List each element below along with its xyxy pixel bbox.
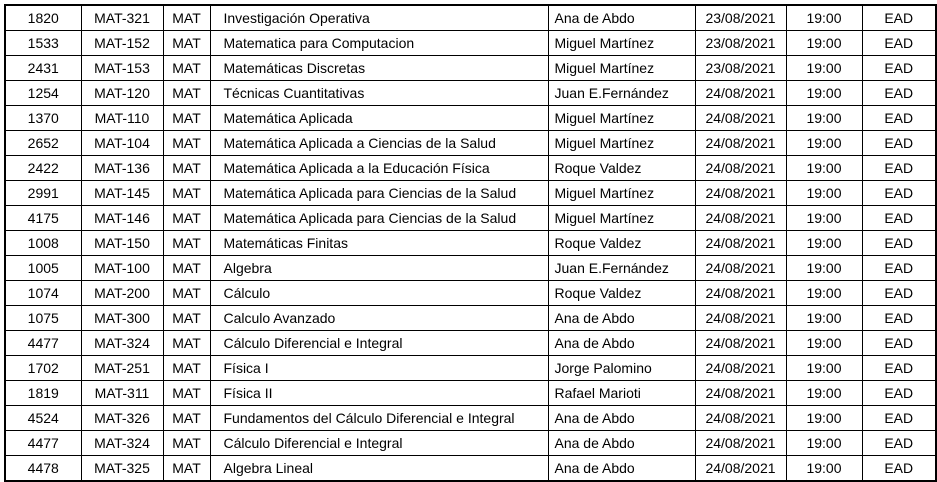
subject-name-cell: Física I: [210, 356, 548, 381]
professor-cell: Roque Valdez: [548, 231, 695, 256]
modality-cell: EAD: [862, 106, 936, 131]
table-row: [5, 256, 936, 281]
modality-cell: EAD: [862, 331, 936, 356]
department-cell: MAT: [163, 281, 210, 306]
course-code-cell: 4478: [5, 456, 81, 482]
subject-code-cell: MAT-153: [81, 56, 163, 81]
subject-name-cell: Calculo Avanzado: [210, 306, 548, 331]
modality-cell: EAD: [862, 231, 936, 256]
professor-cell: Ana de Abdo: [548, 5, 695, 31]
date-cell: 23/08/2021: [695, 5, 786, 31]
modality-cell: EAD: [862, 131, 936, 156]
subject-name-cell: Técnicas Cuantitativas: [210, 81, 548, 106]
subject-code-cell: MAT-311: [81, 381, 163, 406]
department-cell: MAT: [163, 31, 210, 56]
date-cell: 24/08/2021: [695, 331, 786, 356]
table-row: [5, 31, 936, 56]
date-cell: 24/08/2021: [695, 406, 786, 431]
subject-code-cell: MAT-200: [81, 281, 163, 306]
subject-code-cell: MAT-321: [81, 5, 163, 31]
department-cell: MAT: [163, 231, 210, 256]
department-cell: MAT: [163, 156, 210, 181]
course-code-cell: 1533: [5, 31, 81, 56]
subject-code-cell: MAT-300: [81, 306, 163, 331]
date-cell: 24/08/2021: [695, 231, 786, 256]
professor-cell: Juan E.Fernández: [548, 256, 695, 281]
professor-cell: Miguel Martínez: [548, 56, 695, 81]
table-row: [5, 431, 936, 456]
subject-code-cell: MAT-104: [81, 131, 163, 156]
date-cell: 24/08/2021: [695, 456, 786, 482]
professor-cell: Roque Valdez: [548, 156, 695, 181]
table-row: [5, 5, 936, 31]
time-cell: 19:00: [786, 231, 862, 256]
modality-cell: EAD: [862, 81, 936, 106]
department-cell: MAT: [163, 181, 210, 206]
course-code-cell: 2991: [5, 181, 81, 206]
professor-cell: Ana de Abdo: [548, 431, 695, 456]
subject-name-cell: Matemática Aplicada para Ciencias de la Salud: [210, 181, 548, 206]
course-code-cell: 4477: [5, 331, 81, 356]
course-code-cell: 2422: [5, 156, 81, 181]
schedule-table: [4, 4, 937, 482]
modality-cell: EAD: [862, 456, 936, 482]
date-cell: 24/08/2021: [695, 256, 786, 281]
subject-name-cell: Algebra: [210, 256, 548, 281]
professor-cell: Miguel Martínez: [548, 106, 695, 131]
subject-code-cell: MAT-324: [81, 331, 163, 356]
time-cell: 19:00: [786, 381, 862, 406]
table-row: [5, 56, 936, 81]
subject-code-cell: MAT-152: [81, 31, 163, 56]
course-code-cell: 1008: [5, 231, 81, 256]
subject-code-cell: MAT-100: [81, 256, 163, 281]
subject-code-cell: MAT-325: [81, 456, 163, 482]
department-cell: MAT: [163, 256, 210, 281]
subject-name-cell: Matematica para Computacion: [210, 31, 548, 56]
subject-code-cell: MAT-324: [81, 431, 163, 456]
modality-cell: EAD: [862, 31, 936, 56]
modality-cell: EAD: [862, 206, 936, 231]
time-cell: 19:00: [786, 431, 862, 456]
table-row: [5, 106, 936, 131]
table-row: [5, 231, 936, 256]
subject-name-cell: Cálculo Diferencial e Integral: [210, 331, 548, 356]
table-row: [5, 456, 936, 482]
department-cell: MAT: [163, 106, 210, 131]
department-cell: MAT: [163, 306, 210, 331]
department-cell: MAT: [163, 81, 210, 106]
subject-code-cell: MAT-110: [81, 106, 163, 131]
subject-code-cell: MAT-136: [81, 156, 163, 181]
subject-name-cell: Matemática Aplicada: [210, 106, 548, 131]
subject-name-cell: Física II: [210, 381, 548, 406]
time-cell: 19:00: [786, 356, 862, 381]
date-cell: 24/08/2021: [695, 106, 786, 131]
table-row: [5, 356, 936, 381]
professor-cell: Ana de Abdo: [548, 456, 695, 482]
department-cell: MAT: [163, 381, 210, 406]
date-cell: 24/08/2021: [695, 281, 786, 306]
professor-cell: Ana de Abdo: [548, 406, 695, 431]
table-row: [5, 131, 936, 156]
department-cell: MAT: [163, 356, 210, 381]
date-cell: 24/08/2021: [695, 181, 786, 206]
subject-code-cell: MAT-326: [81, 406, 163, 431]
department-cell: MAT: [163, 331, 210, 356]
table-row: [5, 181, 936, 206]
professor-cell: Ana de Abdo: [548, 331, 695, 356]
time-cell: 19:00: [786, 281, 862, 306]
course-code-cell: 2431: [5, 56, 81, 81]
subject-name-cell: Investigación Operativa: [210, 5, 548, 31]
modality-cell: EAD: [862, 406, 936, 431]
modality-cell: EAD: [862, 156, 936, 181]
subject-name-cell: Cálculo Diferencial e Integral: [210, 431, 548, 456]
modality-cell: EAD: [862, 256, 936, 281]
date-cell: 24/08/2021: [695, 381, 786, 406]
time-cell: 19:00: [786, 331, 862, 356]
subject-name-cell: Algebra Lineal: [210, 456, 548, 482]
department-cell: MAT: [163, 206, 210, 231]
subject-code-cell: MAT-251: [81, 356, 163, 381]
modality-cell: EAD: [862, 356, 936, 381]
course-code-cell: 1074: [5, 281, 81, 306]
time-cell: 19:00: [786, 306, 862, 331]
modality-cell: EAD: [862, 281, 936, 306]
table-row: [5, 81, 936, 106]
modality-cell: EAD: [862, 306, 936, 331]
date-cell: 24/08/2021: [695, 81, 786, 106]
date-cell: 24/08/2021: [695, 306, 786, 331]
professor-cell: Roque Valdez: [548, 281, 695, 306]
modality-cell: EAD: [862, 181, 936, 206]
course-code-cell: 1370: [5, 106, 81, 131]
table-row: [5, 306, 936, 331]
professor-cell: Juan E.Fernández: [548, 81, 695, 106]
subject-name-cell: Matemáticas Finitas: [210, 231, 548, 256]
time-cell: 19:00: [786, 206, 862, 231]
professor-cell: Jorge Palomino: [548, 356, 695, 381]
time-cell: 19:00: [786, 131, 862, 156]
subject-code-cell: MAT-150: [81, 231, 163, 256]
course-code-cell: 4477: [5, 431, 81, 456]
modality-cell: EAD: [862, 431, 936, 456]
department-cell: MAT: [163, 456, 210, 482]
table-row: [5, 381, 936, 406]
time-cell: 19:00: [786, 56, 862, 81]
modality-cell: EAD: [862, 381, 936, 406]
date-cell: 24/08/2021: [695, 156, 786, 181]
course-code-cell: 4524: [5, 406, 81, 431]
course-code-cell: 1075: [5, 306, 81, 331]
department-cell: MAT: [163, 131, 210, 156]
modality-cell: EAD: [862, 5, 936, 31]
subject-code-cell: MAT-146: [81, 206, 163, 231]
course-code-cell: 1820: [5, 5, 81, 31]
course-code-cell: 2652: [5, 131, 81, 156]
professor-cell: Miguel Martínez: [548, 31, 695, 56]
subject-name-cell: Matemática Aplicada a la Educación Física: [210, 156, 548, 181]
table-row: [5, 331, 936, 356]
course-code-cell: 1702: [5, 356, 81, 381]
date-cell: 24/08/2021: [695, 131, 786, 156]
table-row: [5, 281, 936, 306]
department-cell: MAT: [163, 56, 210, 81]
modality-cell: EAD: [862, 56, 936, 81]
date-cell: 24/08/2021: [695, 431, 786, 456]
time-cell: 19:00: [786, 256, 862, 281]
date-cell: 24/08/2021: [695, 356, 786, 381]
time-cell: 19:00: [786, 31, 862, 56]
subject-code-cell: MAT-145: [81, 181, 163, 206]
date-cell: 23/08/2021: [695, 56, 786, 81]
subject-name-cell: Matemáticas Discretas: [210, 56, 548, 81]
time-cell: 19:00: [786, 181, 862, 206]
date-cell: 23/08/2021: [695, 31, 786, 56]
professor-cell: Miguel Martínez: [548, 206, 695, 231]
subject-code-cell: MAT-120: [81, 81, 163, 106]
subject-name-cell: Cálculo: [210, 281, 548, 306]
time-cell: 19:00: [786, 456, 862, 482]
professor-cell: Ana de Abdo: [548, 306, 695, 331]
professor-cell: Rafael Marioti: [548, 381, 695, 406]
table-row: [5, 206, 936, 231]
subject-name-cell: Matemática Aplicada a Ciencias de la Salud: [210, 131, 548, 156]
course-code-cell: 1254: [5, 81, 81, 106]
time-cell: 19:00: [786, 106, 862, 131]
professor-cell: Miguel Martínez: [548, 181, 695, 206]
date-cell: 24/08/2021: [695, 206, 786, 231]
time-cell: 19:00: [786, 406, 862, 431]
subject-name-cell: Fundamentos del Cálculo Diferencial e Integral: [210, 406, 548, 431]
course-code-cell: 4175: [5, 206, 81, 231]
professor-cell: Miguel Martínez: [548, 131, 695, 156]
time-cell: 19:00: [786, 156, 862, 181]
department-cell: MAT: [163, 431, 210, 456]
time-cell: 19:00: [786, 5, 862, 31]
table-row: [5, 156, 936, 181]
table-row: [5, 406, 936, 431]
time-cell: 19:00: [786, 81, 862, 106]
subject-name-cell: Matemática Aplicada para Ciencias de la Salud: [210, 206, 548, 231]
department-cell: MAT: [163, 5, 210, 31]
course-code-cell: 1005: [5, 256, 81, 281]
course-code-cell: 1819: [5, 381, 81, 406]
department-cell: MAT: [163, 406, 210, 431]
